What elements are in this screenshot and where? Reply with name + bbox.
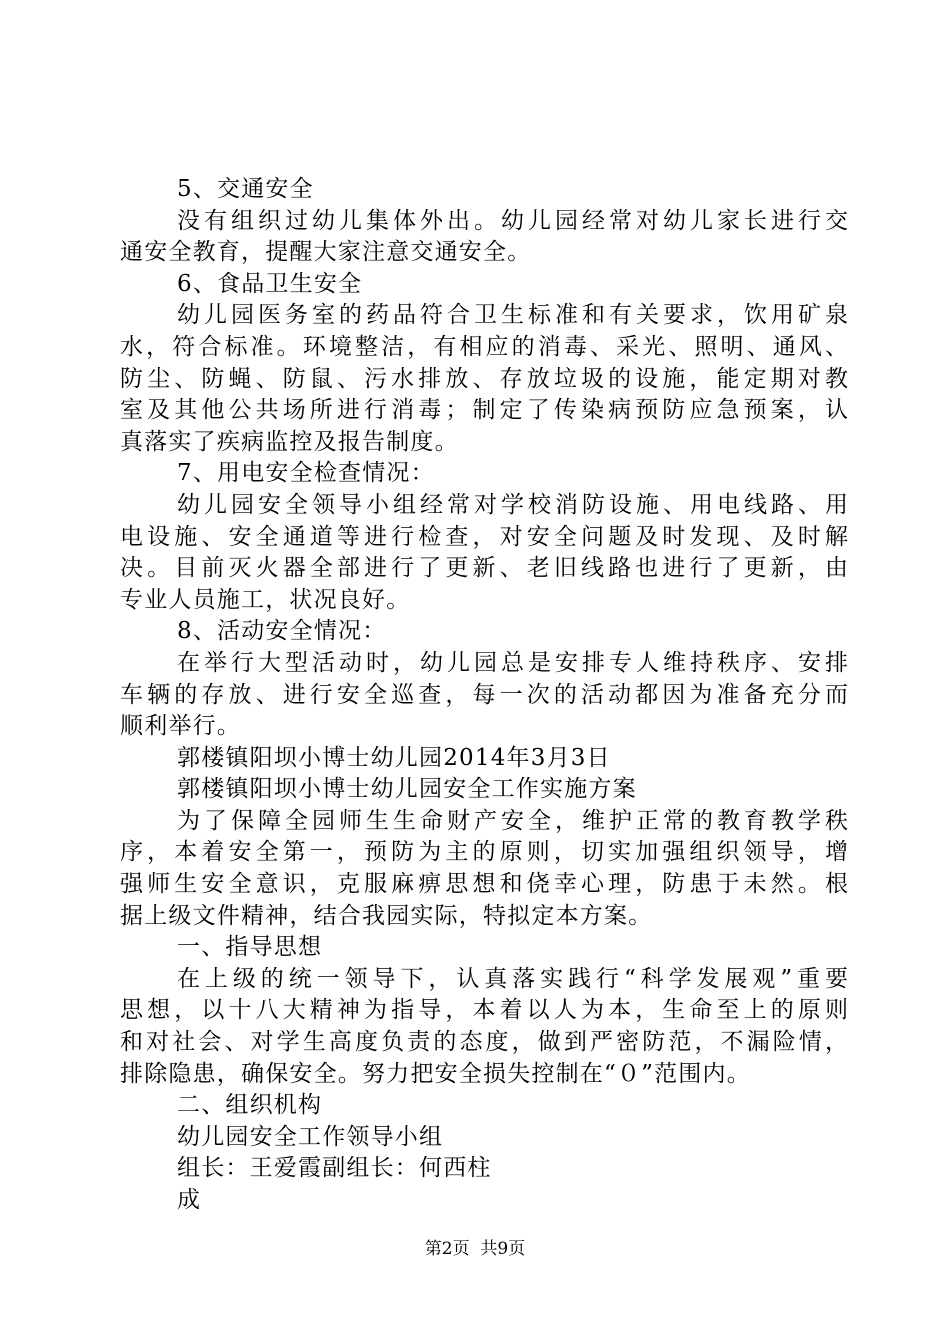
- text-line: 车辆的存放、进行安全巡查，每一次的活动都因为准备充分而: [120, 681, 848, 708]
- text-line: 专业人员施工，状况良好。: [120, 586, 411, 613]
- text-line: 8、活动安全情况：: [177, 618, 387, 645]
- text-line: 排除隐患，确保安全。努力把安全损失控制在“０”范围内。: [120, 1060, 751, 1087]
- text-line: 郭楼镇阳坝小博士幼儿园2014年3月3日: [177, 744, 611, 771]
- text-line: 思想，以十八大精神为指导，本着以人为本，生命至上的原则: [120, 997, 848, 1024]
- text-line: 通安全教育，提醒大家注意交通安全。: [120, 239, 532, 266]
- text-line: 决。目前灭火器全部进行了更新、老旧线路也进行了更新，由: [120, 555, 848, 582]
- page-footer: 第2页 共9页: [424, 1239, 526, 1259]
- text-line: 顺利举行。: [120, 713, 241, 740]
- text-line: 成: [177, 1187, 202, 1213]
- text-line: 和对社会、对学生高度负责的态度，做到严密防范，不漏险情，: [120, 1029, 848, 1056]
- text-line: 强师生安全意识，克服麻痹思想和侥幸心理，防患于未然。根: [120, 871, 848, 898]
- text-line: 幼儿园医务室的药品符合卫生标准和有关要求，饮用矿泉: [177, 302, 848, 329]
- text-line: 郭楼镇阳坝小博士幼儿园安全工作实施方案: [177, 776, 637, 803]
- text-line: 幼儿园安全领导小组经常对学校消防设施、用电线路、用: [177, 491, 848, 518]
- text-line: 组长：王爱霞副组长：何西柱: [177, 1155, 492, 1182]
- text-line: 没有组织过幼儿集体外出。幼儿园经常对幼儿家长进行交: [177, 207, 848, 234]
- document-body: [120, 174, 848, 1217]
- text-line: 在举行大型活动时，幼儿园总是安排专人维持秩序、安排: [177, 649, 848, 676]
- text-line: 据上级文件精神，结合我园实际，特拟定本方案。: [120, 902, 653, 929]
- text-line: 防尘、防蝇、防鼠、污水排放、存放垃圾的设施，能定期对教: [120, 365, 848, 392]
- text-line: 5、交通安全: [177, 176, 314, 202]
- text-line: 水，符合标准。环境整洁，有相应的消毒、采光、照明、通风、: [120, 333, 848, 360]
- text-line: 在上级的统一领导下，认真落实践行“科学发展观”重要: [177, 965, 848, 992]
- text-line: 一、指导思想: [177, 934, 323, 961]
- text-line: 电设施、安全通道等进行检查，对安全问题及时发现、及时解: [120, 523, 848, 550]
- text-line: 7、用电安全检查情况：: [177, 460, 435, 487]
- text-line: 序，本着安全第一，预防为主的原则，切实加强组织领导，增: [120, 839, 848, 866]
- text-line: 为了保障全园师生生命财产安全，维护正常的教育教学秩: [177, 807, 848, 834]
- text-line: 二、组织机构: [177, 1092, 323, 1119]
- text-line: 幼儿园安全工作领导小组: [177, 1123, 444, 1150]
- text-line: 6、食品卫生安全: [177, 270, 363, 297]
- text-line: 真落实了疾病监控及报告制度。: [120, 428, 459, 455]
- text-line: 室及其他公共场所进行消毒；制定了传染病预防应急预案，认: [120, 397, 848, 424]
